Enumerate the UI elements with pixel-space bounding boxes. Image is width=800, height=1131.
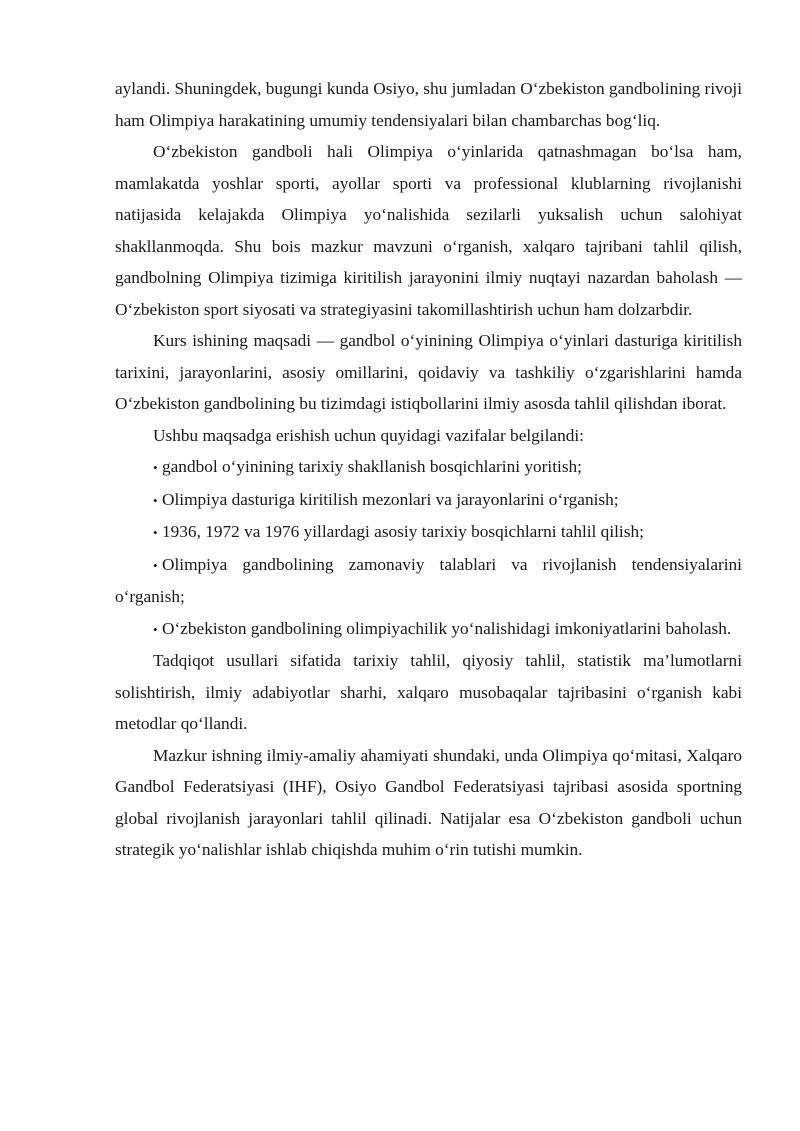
bullet-item-text: 1936, 1972 va 1976 yillardagi asosiy tarixiy bosqichlarni tahlil qilish; xyxy=(162,522,644,541)
bullet-item xyxy=(115,484,742,517)
bullet-item-text: gandbol o‘yinining tarixiy shakllanish bosqichlarini yoritish; xyxy=(162,457,582,476)
bullet-item-text: Olimpiya gandbolining zamonaviy talablari va rivojlanish tendensiyalarini o‘rganish; xyxy=(115,554,742,606)
bullet-item xyxy=(115,549,742,613)
bullet-icon: • xyxy=(153,460,158,475)
bullet-icon: • xyxy=(153,621,158,637)
bullet-item xyxy=(115,613,742,646)
bullet-item-text: Olimpiya dasturiga kiritilish mezonlari va jarayonlarini o‘rganish; xyxy=(162,489,619,509)
bullet-icon: • xyxy=(153,557,158,573)
bullet-item-text: O‘zbekiston gandbolining olimpiyachilik yo‘nalishidagi imkoniyatlarini baholash. xyxy=(162,618,732,638)
paragraph-research-methods: Tadqiqot usullari sifatida tarixiy tahlil, qiyosiy tahlil, statistik ma’lumotlarni solishtirish, ilmiy adabiyotlar sharhi, xalqaro musobaqalar tajribasini o‘rganish kabi metodlar qo‘llandi. xyxy=(115,651,742,733)
paragraph-continuation: aylandi. Shuningdek, bugungi kunda Osiyo, shu jumladan O‘zbekiston gandbolining rivoji ham Olimpiya harakatining umumiy tendensiyalari bilan chambarchas bog‘liq. xyxy=(115,79,742,130)
paragraph-uzbek-handball-potential: O‘zbekiston gandboli hali Olimpiya o‘yinlarida qatnashmagan bo‘lsa ham, mamlakatda yoshlar sporti, ayollar sporti va professional klublarning rivojlanishi natijasida kelajakda Olimpiya yo‘nalishida sezilarli yuksalish uchun salohiyat shakllanmoqda. Shu bois mazkur mavzuni o‘rganish, xalqaro tajribani tahlil qilish, gandbolning Olimpiya tizimiga kiritilish jarayonini ilmiy nuqtayi nazardan baholash — O‘zbekiston sport siyosati va strategiyasini takomillashtirish uchun ham dolzarbdir. xyxy=(115,142,742,319)
paragraph-practical-significance: Mazkur ishning ilmiy-amaliy ahamiyati shundaki, unda Olimpiya qo‘mitasi, Xalqaro Gandbol Federatsiyasi (IHF), Osiyo Gandbol Federatsiyasi tajribasi asosida sportning global rivojlanish jarayonlari tahlil qilinadi. Natijalar esa O‘zbekiston gandboli uchun strategik yo‘nalishlar ishlab chiqishda muhim o‘rin tutishi mumkin. xyxy=(115,745,742,859)
paragraph-course-goal: Kurs ishining maqsadi — gandbol o‘yinining Olimpiya o‘yinlari dasturiga kiritilish tarixini, jarayonlarini, asosiy omillarini, qoidaviy va tashkiliy o‘zgarishlarini hamda O‘zbekiston gandbolining bu tizimdagi istiqbollarini ilmiy asosda tahlil qilishdan iborat. xyxy=(115,331,742,413)
bullet-item xyxy=(115,516,742,549)
bullet-icon: • xyxy=(153,492,158,508)
document-body xyxy=(115,73,742,866)
paragraph-tasks-intro: Ushbu maqsadga erishish uchun quyidagi vazifalar belgilandi: xyxy=(153,425,584,445)
bullet-icon: • xyxy=(153,525,158,540)
bullet-item xyxy=(115,451,742,484)
